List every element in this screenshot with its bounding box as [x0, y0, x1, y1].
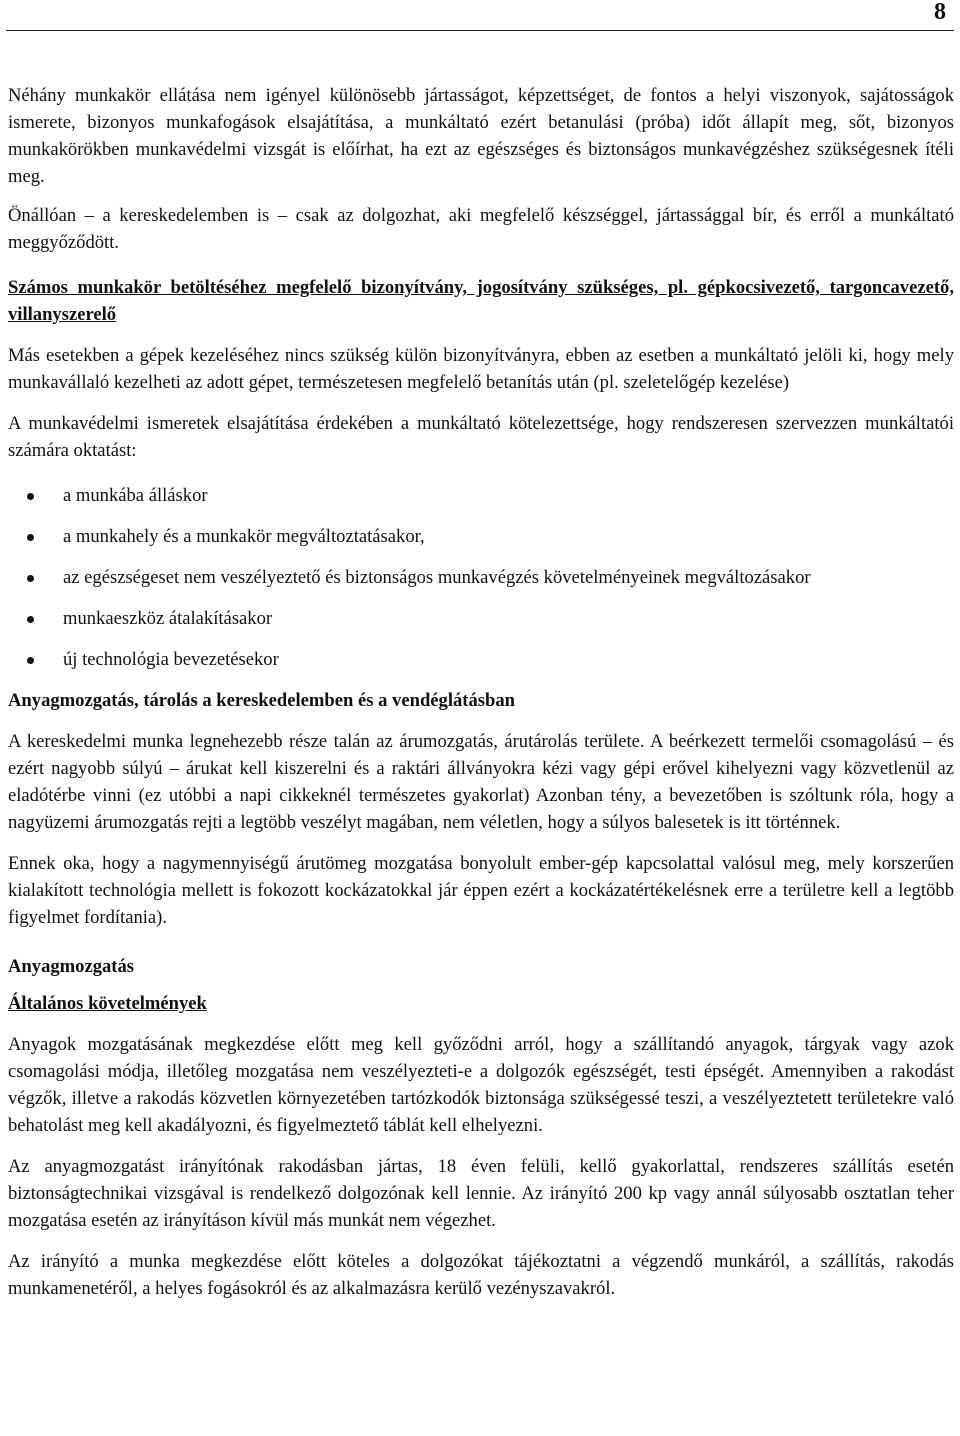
list-item: új technológia bevezetésekor: [8, 646, 954, 673]
paragraph-independent-work: Önállóan – a kereskedelemben is – csak az dolgozhat, aki megfelelő készséggel, jártassággal bír, és erről a munkáltató meggyőződött.: [8, 205, 954, 253]
bullet-icon: [27, 493, 34, 500]
paragraph-supervisor: Az anyagmozgatást irányítónak rakodásban jártas, 18 éven felüli, kellő gyakorlattal, rendszeres szállítás esetén biztonságtechnikai vizsgával is rendelkező dolgozónak kell lennie. Az irányító 200 kp vagy annál súlyosabb osztatlan teher mozgatása esetén az irányításon kívül más munkát nem végezhet.: [8, 1156, 954, 1231]
training-occasions-list: [8, 482, 954, 673]
bullet-icon: [27, 575, 34, 582]
paragraph-intro: Néhány munkakör ellátása nem igényel különösebb jártasságot, képzettséget, de fontos a helyi viszonyok, sajátosságok ismerete, bizonyos munkafogások elsajátítása, a munkáltató ezért betanulási (próba) időt állapít meg, sőt, bizonyos munkakörökben munkavédelmi vizsgát is előírhat, ha ezt az egészséges és biztonságos munkavégzéshez szükségesnek ítéli meg.: [8, 85, 954, 187]
paragraph-briefing: Az irányító a munka megkezdése előtt köteles a dolgozókat tájékoztatni a végzendő munkáról, a szállítás, rakodás munkamenetéről, a helyes fogásokról és az alkalmazásra kerülő vezényszavakról.: [8, 1251, 954, 1299]
paragraph-pre-check: Anyagok mozgatásának megkezdése előtt meg kell győződni arról, hogy a szállítandó anyagok, tárgyak vagy azok csomagolási módja, illetőleg mozgatása nem veszélyezteti-e a dolgozók egészségét, testi épségét. Amennyiben a rakodást végzők, illetve a rakodás közvetlen környezetében tartózkodók biztonsága szükségessé teszi, a veszélyeztetett területekre való behatolást meg kell akadályozni, és figyelmeztető táblát kell elhelyezni.: [8, 1034, 954, 1136]
paragraph-human-machine: Ennek oka, hogy a nagymennyiségű árutömeg mozgatása bonyolult ember-gép kapcsolattal valósul meg, mely korszerűen kialakított technológia mellett is fokozott kockázatokkal jár éppen ezért a kockázatértékelésnek erre a területre kell a legtöbb figyelmet fordítania).: [8, 853, 954, 928]
paragraph-training: A munkavédelmi ismeretek elsajátítása érdekében a munkáltató kötelezettsége, hogy rendszeresen szervezzen munkáltatói számára oktatást:: [8, 413, 954, 461]
paragraph-certificates: Számos munkakör betöltéséhez megfelelő bizonyítvány, jogosítvány szükséges, pl. gépkocsivezető, targoncavezető, villanyszerelő: [8, 277, 954, 325]
paragraph-goods-movement: A kereskedelmi munka legnehezebb része talán az árumozgatás, árutárolás területe. A beérkezett termelői csomagolású – és ezért nagyobb súlyú – árukat kell kiszerelni és a raktári állványokra kézi vagy gépi erővel kihelyezni vagy közvetlenül az eladótérbe vinni (ez utóbbi a napi cikkeknél természetes gyakorlat) Azonban tény, a bevezetőben is szóltunk róla, hogy a nagyüzemi árumozgatás rejti a legtöbb veszélyt magában, nem véletlen, hogy a súlyos balesetek is itt történnek.: [8, 731, 954, 833]
list-item: a munkába álláskor: [8, 482, 954, 509]
bullet-icon: [27, 616, 34, 623]
list-item: a munkahely és a munkakör megváltoztatásakor,: [8, 523, 954, 550]
section-title-material-handling-trade: Anyagmozgatás, tárolás a kereskedelemben és a vendéglátásban: [8, 690, 516, 711]
section-title-material-handling: Anyagmozgatás: [8, 956, 135, 977]
bullet-icon: [27, 534, 34, 541]
paragraph-machine-operation: Más esetekben a gépek kezeléséhez nincs szükség külön bizonyítványra, ebben az esetben a munkáltató jelöli ki, hogy mely munkavállaló kezelheti az adott gépet, természetesen megfelelő betanítás után (pl. szeletelőgép kezelése): [8, 345, 954, 393]
subsection-title-general-requirements: Általános követelmények: [8, 993, 207, 1014]
list-item: munkaeszköz átalakításakor: [8, 605, 954, 632]
bullet-icon: [27, 657, 34, 664]
page-header: [6, 0, 954, 31]
document-body: [8, 82, 954, 1302]
list-item: az egészségeset nem veszélyeztető és biztonságos munkavégzés követelményeinek megváltozásakor: [8, 564, 954, 591]
page-number: 8: [934, 0, 946, 25]
